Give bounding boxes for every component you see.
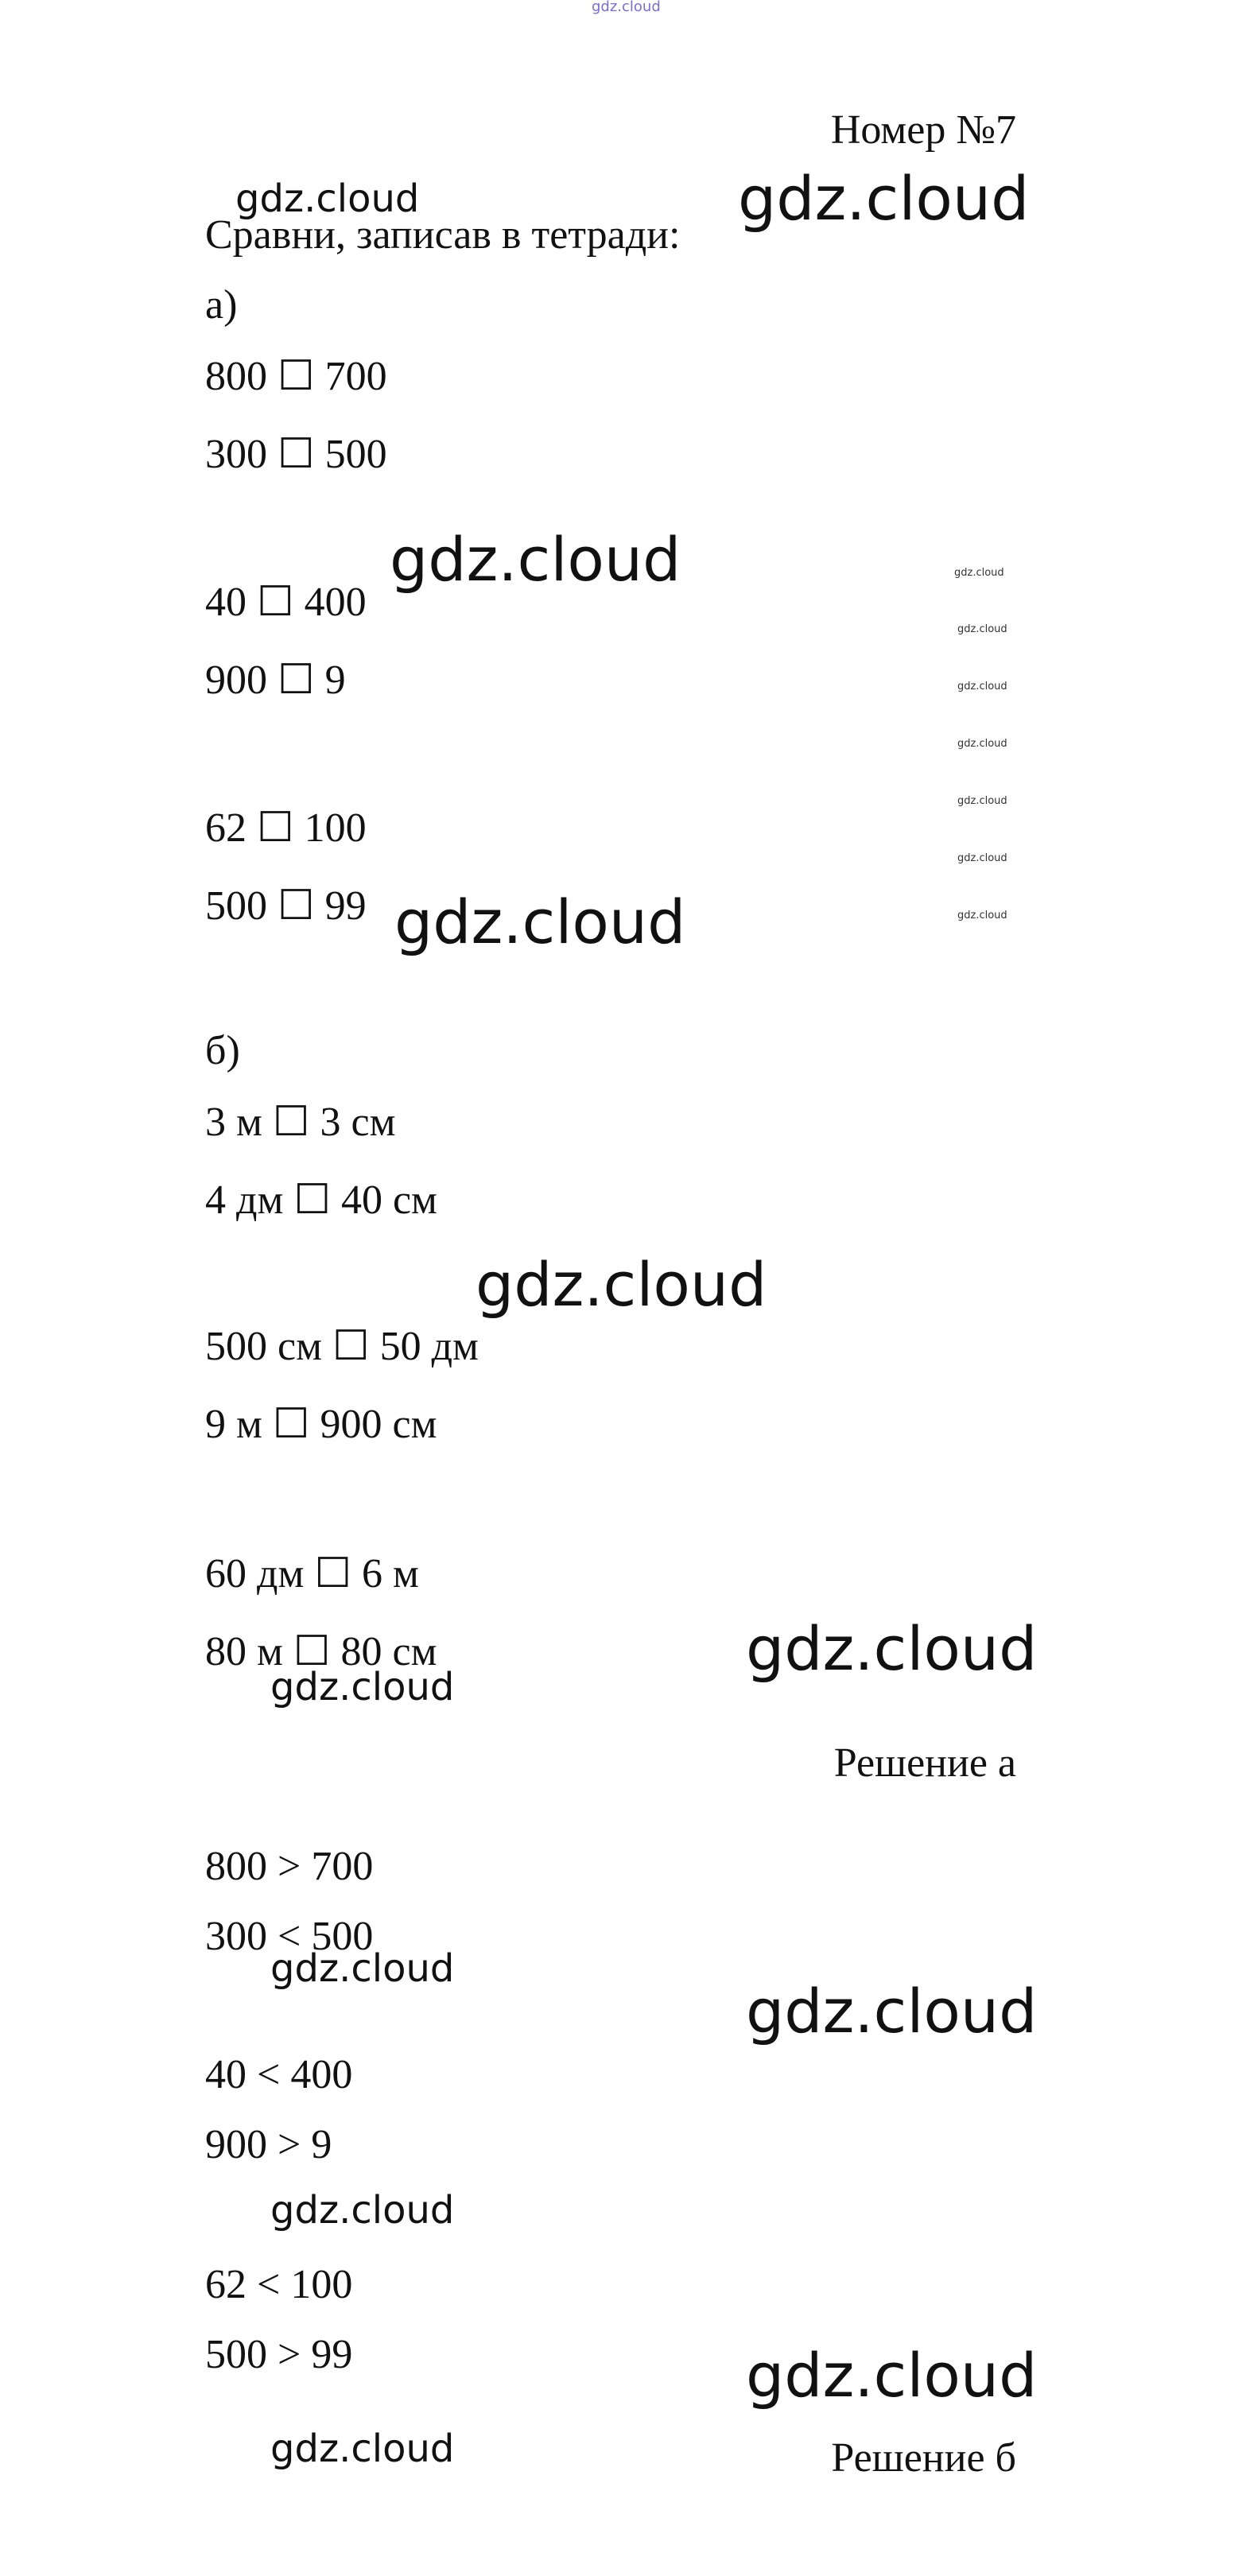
solution-b-title: Решение б — [831, 2435, 1016, 2481]
watermark-small: gdz.cloud — [957, 623, 1007, 635]
part-a-item: 900 ☐ 9 — [205, 658, 346, 703]
watermark-small: gdz.cloud — [957, 910, 1007, 921]
solution-a-title: Решение а — [833, 1740, 1016, 1786]
part-b-item: 4 дм ☐ 40 см — [205, 1177, 437, 1223]
watermark: gdz.cloud — [270, 2427, 455, 2471]
watermark: gdz.cloud — [270, 2188, 455, 2233]
part-a-item: 800 ☐ 700 — [205, 354, 387, 399]
watermark: gdz.cloud — [270, 1946, 455, 1991]
part-b-item: 80 м ☐ 80 см — [205, 1629, 437, 1674]
part-b-item: 500 см ☐ 50 дм — [205, 1324, 479, 1369]
solution-a-item: 500 > 99 — [205, 2332, 353, 2377]
watermark: gdz.cloud — [235, 177, 420, 221]
page-title: Номер №7 — [830, 107, 1016, 153]
watermark: gdz.cloud — [738, 163, 1030, 234]
task-text: Сравни, записав в тетради: — [205, 212, 681, 258]
solution-a-item: 62 < 100 — [205, 2262, 353, 2307]
watermark: gdz.cloud — [390, 524, 681, 595]
watermark-small: gdz.cloud — [954, 567, 1004, 579]
part-a-item: 40 ☐ 400 — [205, 580, 367, 625]
part-b-item: 3 м ☐ 3 см — [205, 1100, 396, 1145]
part-a-label: а) — [205, 282, 238, 328]
solution-a-item: 300 < 500 — [205, 1914, 374, 1959]
watermark: gdz.cloud — [394, 886, 686, 957]
watermark: gdz.cloud — [746, 1613, 1038, 1684]
watermark-small: gdz.cloud — [957, 795, 1007, 807]
solution-a-item: 900 > 9 — [205, 2122, 332, 2167]
watermark: gdz.cloud — [746, 1976, 1038, 2046]
watermark: gdz.cloud — [476, 1249, 767, 1320]
part-b-item: 60 дм ☐ 6 м — [205, 1551, 419, 1596]
part-b-item: 9 м ☐ 900 см — [205, 1402, 437, 1447]
watermark-top: gdz.cloud — [592, 0, 661, 15]
watermark: gdz.cloud — [746, 2340, 1038, 2411]
watermark: gdz.cloud — [270, 1665, 455, 1709]
watermark-small: gdz.cloud — [957, 738, 1007, 750]
solution-a-item: 40 < 400 — [205, 2052, 353, 2097]
part-a-item: 62 ☐ 100 — [205, 805, 367, 851]
part-b-label: б) — [205, 1028, 240, 1073]
watermark-small: gdz.cloud — [957, 681, 1007, 692]
solution-a-item: 800 > 700 — [205, 1844, 374, 1889]
part-a-item: 500 ☐ 99 — [205, 883, 367, 929]
part-a-item: 300 ☐ 500 — [205, 432, 387, 477]
watermark-small: gdz.cloud — [957, 852, 1007, 864]
